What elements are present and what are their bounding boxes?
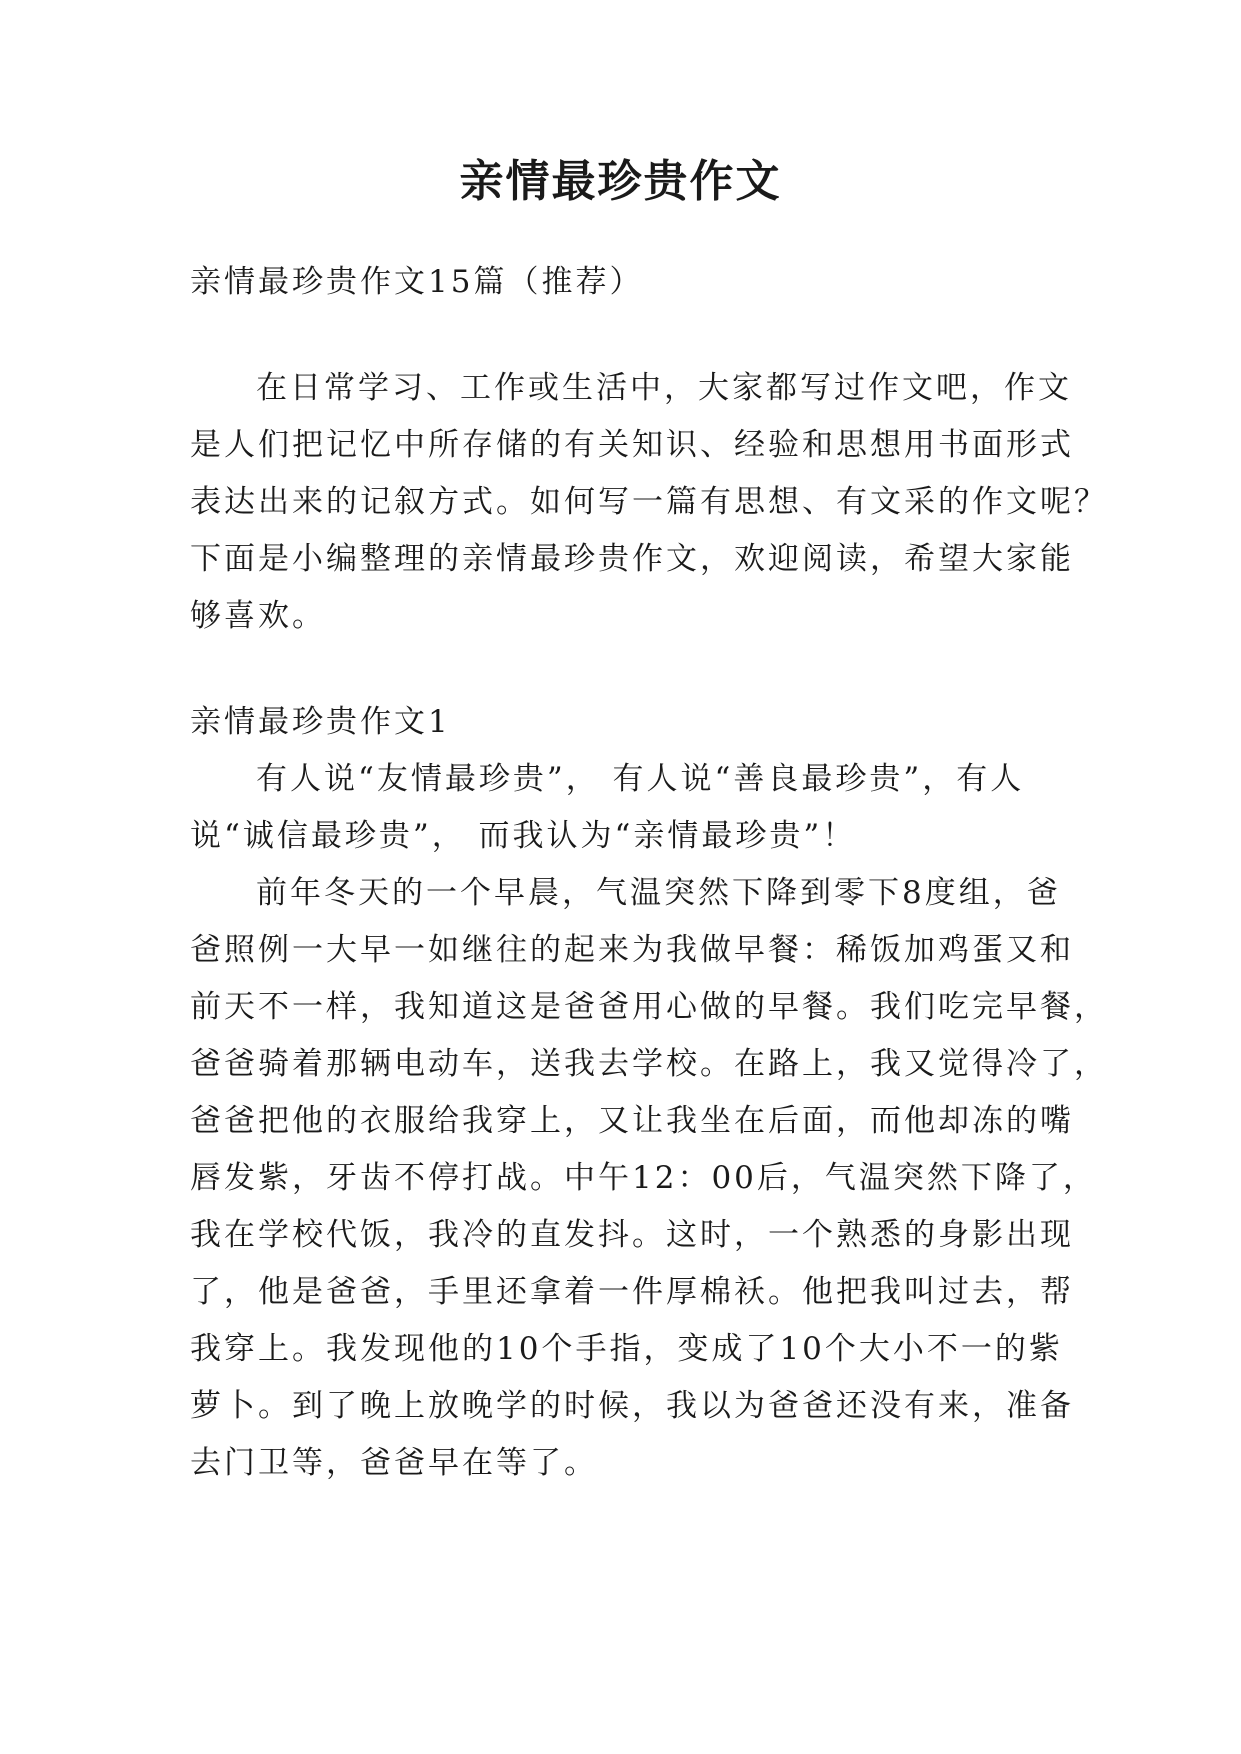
paragraph-line: 爸爸骑着那辆电动车，送我去学校。在路上，我又觉得冷了，: [190, 1046, 1108, 1082]
intro-line: 在日常学习、工作或生活中，大家都写过作文吧，作文: [256, 370, 1072, 406]
intro-line: 够喜欢。: [190, 598, 326, 634]
paragraph-line: 我穿上。我发现他的10个手指，变成了10个大小不一的紫: [190, 1331, 1063, 1367]
paragraph-line: 去门卫等，爸爸早在等了。: [190, 1445, 598, 1481]
page-title: 亲情最珍贵作文: [459, 156, 782, 207]
paragraph-line: 爸照例一大早一如继往的起来为我做早餐：稀饭加鸡蛋又和: [190, 932, 1074, 968]
paragraph-line: 萝卜。到了晚上放晚学的时候，我以为爸爸还没有来，准备: [190, 1388, 1074, 1424]
intro-line: 是人们把记忆中所存储的有关知识、经验和思想用书面形式: [190, 427, 1074, 463]
paragraph-line: 说“诚信最珍贵”， 而我认为“亲情最珍贵”！: [190, 818, 857, 854]
paragraph-line: 我在学校代饭，我冷的直发抖。这时，一个熟悉的身影出现: [190, 1217, 1074, 1253]
paragraph-line: 有人说“友情最珍贵”， 有人说“善良最珍贵”，有人: [256, 761, 1025, 797]
paragraph-line: 爸爸把他的衣服给我穿上，又让我坐在后面，而他却冻的嘴: [190, 1103, 1074, 1139]
paragraph-line: 了，他是爸爸，手里还拿着一件厚棉袄。他把我叫过去，帮: [190, 1274, 1074, 1310]
intro-line: 下面是小编整理的亲情最珍贵作文，欢迎阅读，希望大家能: [190, 541, 1074, 577]
paragraph-line: 前年冬天的一个早晨，气温突然下降到零下8度组，爸: [256, 875, 1061, 911]
subtitle: 亲情最珍贵作文15篇（推荐）: [190, 264, 644, 300]
paragraph-line: 前天不一样，我知道这是爸爸用心做的早餐。我们吃完早餐，: [190, 989, 1108, 1025]
intro-line: 表达出来的记叙方式。如何写一篇有思想、有文采的作文呢？: [190, 484, 1108, 520]
paragraph-line: 唇发紫，牙齿不停打战。中午12：00后，气温突然下降了，: [190, 1160, 1097, 1196]
section-heading: 亲情最珍贵作文1: [190, 704, 451, 740]
